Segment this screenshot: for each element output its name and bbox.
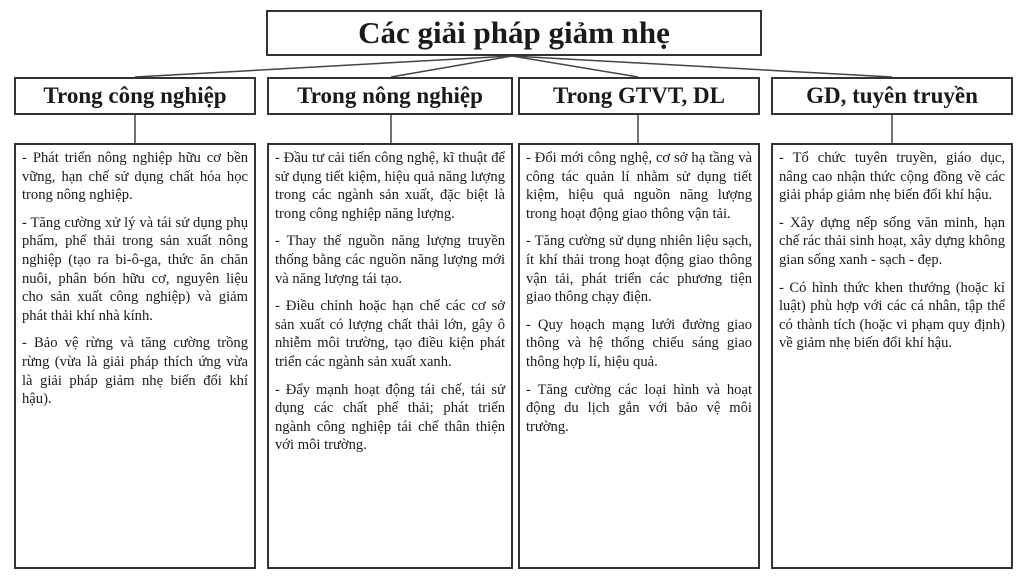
connector-title-col4 (512, 56, 892, 77)
list-item: - Điều chỉnh hoặc hạn chế các cơ sở sản xuất có lượng chất thải lớn, gây ô nhiễm môi trường, tạo điều kiện phát triển các ngành sản xuất xanh. (275, 298, 505, 370)
diagram-title: Các giải pháp giảm nhẹ (266, 10, 762, 56)
heading-industry: Trong công nghiệp (14, 77, 256, 115)
list-item: - Quy hoạch mạng lưới đường giao thông và hệ thống chiếu sáng giao thông hợp lí, hiệu quả. (526, 316, 752, 370)
list-item: - Đầu tư cải tiến công nghệ, kĩ thuật để sử dụng tiết kiệm, hiệu quả năng lượng trong các ngành sản xuất, đặc biệt là trong công nghiệp năng lượng. (275, 150, 505, 222)
heading-agriculture: Trong nông nghiệp (267, 77, 513, 115)
list-item: - Tăng cường các loại hình và hoạt động du lịch gắn với bảo vệ môi trường. (526, 381, 752, 435)
column-education-propaganda (771, 143, 1013, 569)
column-industry (14, 143, 256, 569)
list-item: - Bảo vệ rừng và tăng cường trồng rừng (vừa là giải pháp thích ứng vừa là giải pháp giảm nhẹ biến đổi khí hậu). (22, 335, 248, 408)
column-transport-tourism (518, 143, 760, 569)
list-item: - Tăng cường sử dụng nhiên liệu sạch, ít khí thải trong hoạt động giao thông vận tải, phát triển các phương tiện giao thông chạy điện. (526, 233, 752, 306)
list-item: - Xây dựng nếp sống văn minh, hạn chế rác thải sinh hoạt, xây dựng không gian sống xanh - sạch - đẹp. (779, 214, 1005, 268)
list-item: - Có hình thức khen thưởng (hoặc kỉ luật) phù hợp với các cá nhân, tập thể có thành tích (hoặc vi phạm quy định) về giảm nhẹ biến đổi khí hậu. (779, 279, 1005, 352)
list-item: - Phát triển nông nghiệp hữu cơ bền vững, hạn chế sử dụng chất hóa học trong nông nghiệp. (22, 150, 248, 204)
list-item: - Thay thế nguồn năng lượng truyền thống bằng các nguồn năng lượng mới và năng lượng tái tạo. (275, 233, 505, 287)
list-item: - Tổ chức tuyên truyền, giáo dục, nâng cao nhận thức cộng đồng về các giải pháp giảm nhẹ biến đổi khí hậu. (779, 150, 1005, 204)
list-item: - Tăng cường xử lý và tái sử dụng phụ phẩm, phế thải trong sản xuất nông nghiệp (tạo ra bi-ô-ga, thức ăn chăn nuôi, phân bón hữu cơ, nguyên liệu cho sản xuất công nghiệp) và giảm phát thải khí nhà kính. (22, 214, 248, 324)
list-item: - Đẩy mạnh hoạt động tái chế, tái sử dụng các chất phế thải; phát triển ngành công nghiệp tái chế thân thiện với môi trường. (275, 381, 505, 454)
column-agriculture (267, 143, 513, 569)
heading-education-propaganda: GD, tuyên truyền (771, 77, 1013, 115)
list-item: - Đổi mới công nghệ, cơ sở hạ tầng và công tác quản lí nhằm sử dụng tiết kiệm, hiệu quả nguồn năng lượng trong hoạt động giao thông vận tải. (526, 150, 752, 222)
heading-transport-tourism: Trong GTVT, DL (518, 77, 760, 115)
